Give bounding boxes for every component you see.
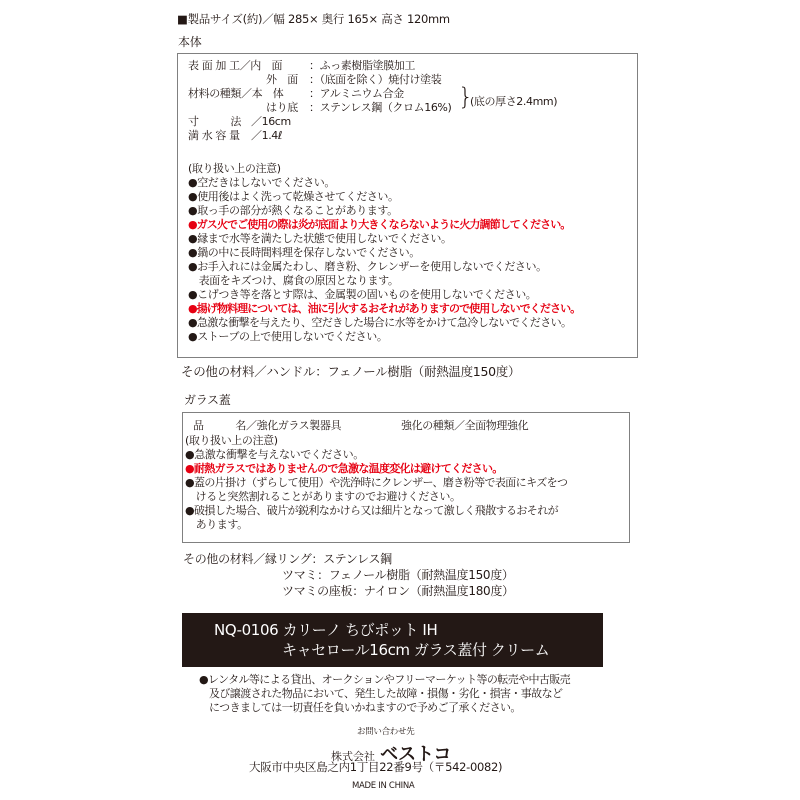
brace-icon: } [458, 83, 474, 111]
lid-material-knob-base: ツマミの座板：ナイロン（耐熱温度180度） [282, 584, 514, 598]
lid-caution-item-continued: けると突然割れることがありますのでお避けください。 [185, 490, 461, 503]
spec-surface-inner-label: 表 面 加 工／内 面 [188, 59, 283, 72]
disclaimer-line: につきましては一切責任を負いかねますので予めご了承ください。 [209, 701, 521, 714]
body-heading: 本体 [178, 35, 202, 49]
spec-surface-inner-value: ：ふっ素樹脂塗膜加工 [309, 59, 415, 72]
caution-item: ●取っ手の部分が熱くなることがあります。 [188, 204, 398, 217]
company-address: 大阪市中央区島之内1丁目22番9号（〒542-0082) [249, 760, 503, 774]
lid-material-ring: その他の材料／縁リング：ステンレス鋼 [183, 552, 392, 566]
lid-material-knob: ツマミ：フェノール樹脂（耐熱温度150度） [282, 568, 514, 582]
lid-caution-title: (取り扱い上の注意) [185, 434, 278, 447]
spec-capacity-value: ／1.4ℓ [251, 129, 283, 142]
disclaimer-line: 及び譲渡された物品において、発生した故障・損傷・劣化・損害・事故など [209, 687, 563, 700]
caution-item: ●空だきはしないでください。 [188, 176, 335, 189]
lid-caution-item: ●破損した場合、破片が鋭利なかけら又は細片となって激しく飛散するおそれが [185, 504, 558, 517]
spec-material-body-value: ：アルミニウム合金 [309, 87, 404, 100]
disclaimer-line: ●レンタル等による貸出、オークションやフリーマーケット等の転売や中古販売 [199, 673, 571, 686]
product-size: ■製品サイズ(約)／幅 285× 奥行 165× 高さ 120mm [177, 12, 450, 26]
spec-capacity-label: 満 水 容 量 [188, 129, 240, 142]
caution-title: (取り扱い上の注意) [188, 162, 281, 175]
caution-item: ●急激な衝撃を与えたり、空だきした場合に水等をかけて急冷しないでください。 [188, 316, 572, 329]
spec-size-value: ／16cm [251, 115, 291, 128]
spec-surface-outer-value: ：（底面を除く）焼付け塗装 [309, 73, 442, 86]
caution-item: ●鍋の中に長時間料理を保存しないでください。 [188, 246, 420, 259]
spec-surface-outer-label: 外 面 [266, 73, 298, 86]
handle-material: その他の材料／ハンドル：フェノール樹脂（耐熱温度150度） [181, 364, 521, 379]
caution-item-warning: ●揚げ物料理については、油に引火するおそれがありますので使用しないでください。 [188, 302, 581, 315]
glass-lid-heading: ガラス蓋 [184, 393, 231, 407]
caution-item: ●ストーブの上で使用しないでください。 [188, 330, 388, 343]
caution-item: ●お手入れには金属たわし、磨き粉、クレンザーを使用しないでください。 [188, 260, 547, 273]
product-title-line1: NQ-0106 カリーノ ちびポット IH [214, 621, 438, 639]
company-prefix: 株式会社 [331, 750, 375, 763]
lid-product-name: 品 名／強化ガラス製器具 [193, 419, 342, 432]
made-in-label: MADE IN CHINA [352, 781, 415, 791]
spec-size-label: 寸 法 [188, 115, 241, 128]
bottom-thickness-note: (底の厚さ2.4mm) [470, 95, 558, 108]
lid-reinforcement-type: 強化の種類／全面物理強化 [401, 419, 529, 432]
lid-caution-item: ●蓋の片掛け（ずらして使用）や洗浄時にクレンザー、磨き粉等で表面にキズをつ [185, 476, 568, 489]
company-logo: ベストコ [380, 744, 452, 765]
lid-caution-item-continued: あります。 [185, 518, 248, 531]
caution-item: ●縁まで水等を満たした状態で使用しないでください。 [188, 232, 452, 245]
contact-label: お問い合わせ先 [357, 727, 415, 737]
caution-item: ●こげつき等を落とす際は、金属製の固いものを使用しないでください。 [188, 288, 537, 301]
spec-material-bottom-value: ：ステンレス鋼（クロム16%) [309, 101, 452, 114]
caution-item-warning: ●ガス火でご使用の際は炎が底面より大きくならないように火力調節してください。 [188, 218, 571, 231]
product-title-banner [182, 613, 603, 667]
lid-caution-item: ●急激な衝撃を与えないでください。 [185, 448, 364, 461]
caution-item: ●使用後はよく洗って乾燥させてください。 [188, 190, 399, 203]
glass-lid-box [182, 412, 630, 543]
caution-item-continued: 表面をキズつけ、腐食の原因となります。 [188, 274, 399, 287]
spec-material-bottom-label: はり底 [266, 101, 298, 114]
spec-material-body-label: 材料の種類／本 体 [188, 87, 284, 100]
lid-caution-item-warning: ●耐熱ガラスではありませんので急激な温度変化は避けてください。 [185, 462, 503, 475]
product-title-line2: キャセロール16cm ガラス蓋付 クリーム [282, 641, 550, 659]
body-spec-box [177, 53, 638, 358]
